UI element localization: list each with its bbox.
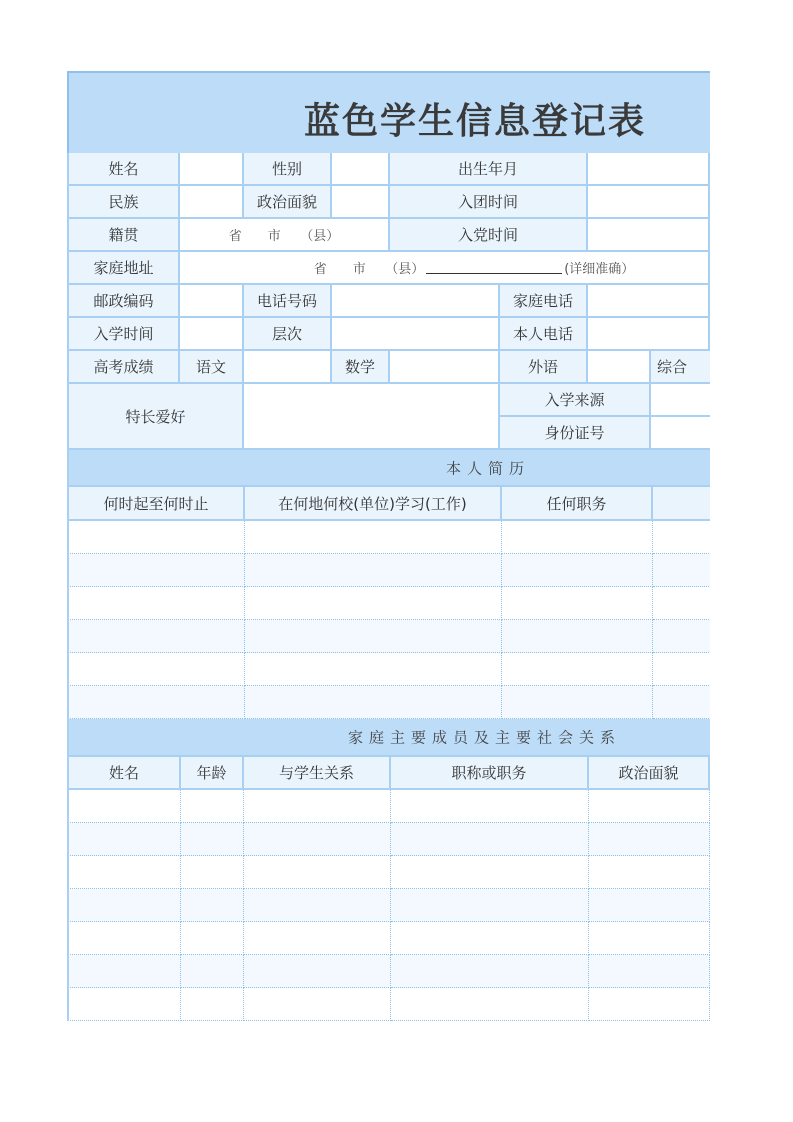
name-field[interactable] [180,153,244,186]
family-row-cell[interactable] [244,955,391,988]
page-title: 蓝色学生信息登记表 [304,101,647,142]
home-phone-field[interactable] [588,285,710,318]
family-col-name: 姓名 [67,757,181,790]
family-row-cell[interactable] [589,823,710,856]
family-row-cell[interactable] [181,823,244,856]
label-math: 数学 [332,351,390,384]
family-row-cell[interactable] [244,790,391,823]
family-col-political: 政治面貌 [589,757,710,790]
title-band [67,71,710,153]
foreign-score-field[interactable] [588,351,651,384]
family-heading: 家庭主要成员及主要社会关系 [348,728,622,747]
family-row-cell[interactable] [589,856,710,889]
resume-row-cell[interactable] [245,587,502,620]
label-name: 姓名 [67,153,180,186]
enroll-field[interactable] [180,318,244,351]
family-row-cell[interactable] [391,790,589,823]
resume-row-cell[interactable] [653,587,710,620]
label-gaokao: 高考成绩 [67,351,180,384]
address-underline [426,261,562,274]
resume-row-cell[interactable] [653,620,710,653]
id-no-field[interactable] [651,417,710,450]
family-row-cell[interactable] [181,955,244,988]
label-postcode: 邮政编码 [67,285,180,318]
family-row-cell[interactable] [391,856,589,889]
family-row-cell[interactable] [181,889,244,922]
family-band [67,719,710,757]
family-row-cell[interactable] [181,790,244,823]
resume-row-cell[interactable] [502,620,653,653]
resume-row-cell[interactable] [653,686,710,719]
family-row-cell[interactable] [391,922,589,955]
label-birth: 出生年月 [390,153,588,186]
family-row-cell[interactable] [244,889,391,922]
address-fill-b: (详细准确） [564,262,635,277]
family-row-cell[interactable] [181,922,244,955]
resume-row-cell[interactable] [502,653,653,686]
family-row-cell[interactable] [589,922,710,955]
party-time-field[interactable] [588,219,710,252]
label-league-time: 入团时间 [390,186,588,219]
family-row-cell[interactable] [67,790,181,823]
resume-heading: 本人简历 [446,459,531,477]
chinese-score-field[interactable] [244,351,332,384]
gender-field[interactable] [332,153,390,186]
resume-row-cell[interactable] [502,554,653,587]
native-field[interactable]: 省 市 （县） [180,219,390,252]
resume-row-cell[interactable] [653,521,710,554]
mobile-field[interactable] [588,318,710,351]
label-mobile: 本人电话 [500,318,588,351]
resume-row-cell[interactable] [502,686,653,719]
league-time-field[interactable] [588,186,710,219]
family-row-left-border [67,790,69,1021]
family-row-cell[interactable] [391,955,589,988]
family-row-cell[interactable] [244,823,391,856]
label-level: 层次 [244,318,332,351]
resume-row-cell[interactable] [245,521,502,554]
family-row-cell[interactable] [589,889,710,922]
family-col-title: 职称或职务 [391,757,589,790]
label-ethnicity: 民族 [67,186,180,219]
resume-row-cell[interactable] [245,686,502,719]
family-row-cell[interactable] [67,955,181,988]
label-phone-no: 电话号码 [244,285,332,318]
resume-row-cell[interactable] [67,554,245,587]
resume-col-duty: 任何职务 [502,487,653,521]
resume-col-period: 何时起至何时止 [67,487,245,521]
family-row-cell[interactable] [67,889,181,922]
resume-row-cell[interactable] [653,554,710,587]
birth-field[interactable] [588,153,710,186]
label-id-no: 身份证号 [500,417,651,450]
label-source: 入学来源 [500,384,651,417]
resume-row-cell[interactable] [67,587,245,620]
family-row-cell[interactable] [244,856,391,889]
label-native: 籍贯 [67,219,180,252]
label-party-time: 入党时间 [390,219,588,252]
family-row-cell[interactable] [589,955,710,988]
resume-row-cell[interactable] [502,521,653,554]
resume-row-cell[interactable] [245,620,502,653]
resume-row-cell[interactable] [653,653,710,686]
source-field[interactable] [651,384,710,417]
family-row-cell[interactable] [67,823,181,856]
family-col-age: 年龄 [181,757,244,790]
address-fill-a: 省 市 （县） [313,262,425,277]
resume-row-cell[interactable] [502,587,653,620]
family-col-relation: 与学生关系 [244,757,391,790]
label-home-phone: 家庭电话 [500,285,588,318]
resume-col-place: 在何地何校(单位)学习(工作) [245,487,502,521]
phone-no-field[interactable] [332,285,500,318]
family-row-cell[interactable] [589,988,710,1021]
family-row-cell[interactable] [391,823,589,856]
family-row-cell[interactable] [67,922,181,955]
label-chinese: 语文 [180,351,244,384]
resume-row-left-border [67,521,69,719]
label-hobby: 特长爱好 [67,384,244,450]
family-row-cell[interactable] [244,922,391,955]
family-row-cell[interactable] [181,988,244,1021]
family-row-cell[interactable] [391,988,589,1021]
student-info-form [67,71,710,1021]
resume-row-cell[interactable] [67,521,245,554]
family-row-cell[interactable] [67,856,181,889]
resume-row-cell[interactable] [245,554,502,587]
political-field[interactable] [332,186,390,219]
label-address: 家庭地址 [67,252,180,285]
label-enroll: 入学时间 [67,318,180,351]
resume-band [67,450,710,487]
label-foreign: 外语 [500,351,588,384]
resume-row-cell[interactable] [67,620,245,653]
family-row-cell[interactable] [181,856,244,889]
postcode-field[interactable] [180,285,244,318]
resume-row-cell[interactable] [67,653,245,686]
resume-row-cell[interactable] [67,686,245,719]
family-row-cell[interactable] [244,988,391,1021]
hobby-field[interactable] [244,384,500,450]
family-row-cell[interactable] [589,790,710,823]
ethnicity-field[interactable] [180,186,244,219]
family-row-cell[interactable] [391,889,589,922]
family-row-cell[interactable] [67,988,181,1021]
address-field[interactable] [180,252,710,285]
math-score-field[interactable] [390,351,500,384]
label-comprehensive: 综合 [651,351,710,384]
label-gender: 性别 [244,153,332,186]
label-political: 政治面貌 [244,186,332,219]
resume-row-cell[interactable] [245,653,502,686]
level-field[interactable] [332,318,500,351]
resume-col-extra [653,487,710,521]
